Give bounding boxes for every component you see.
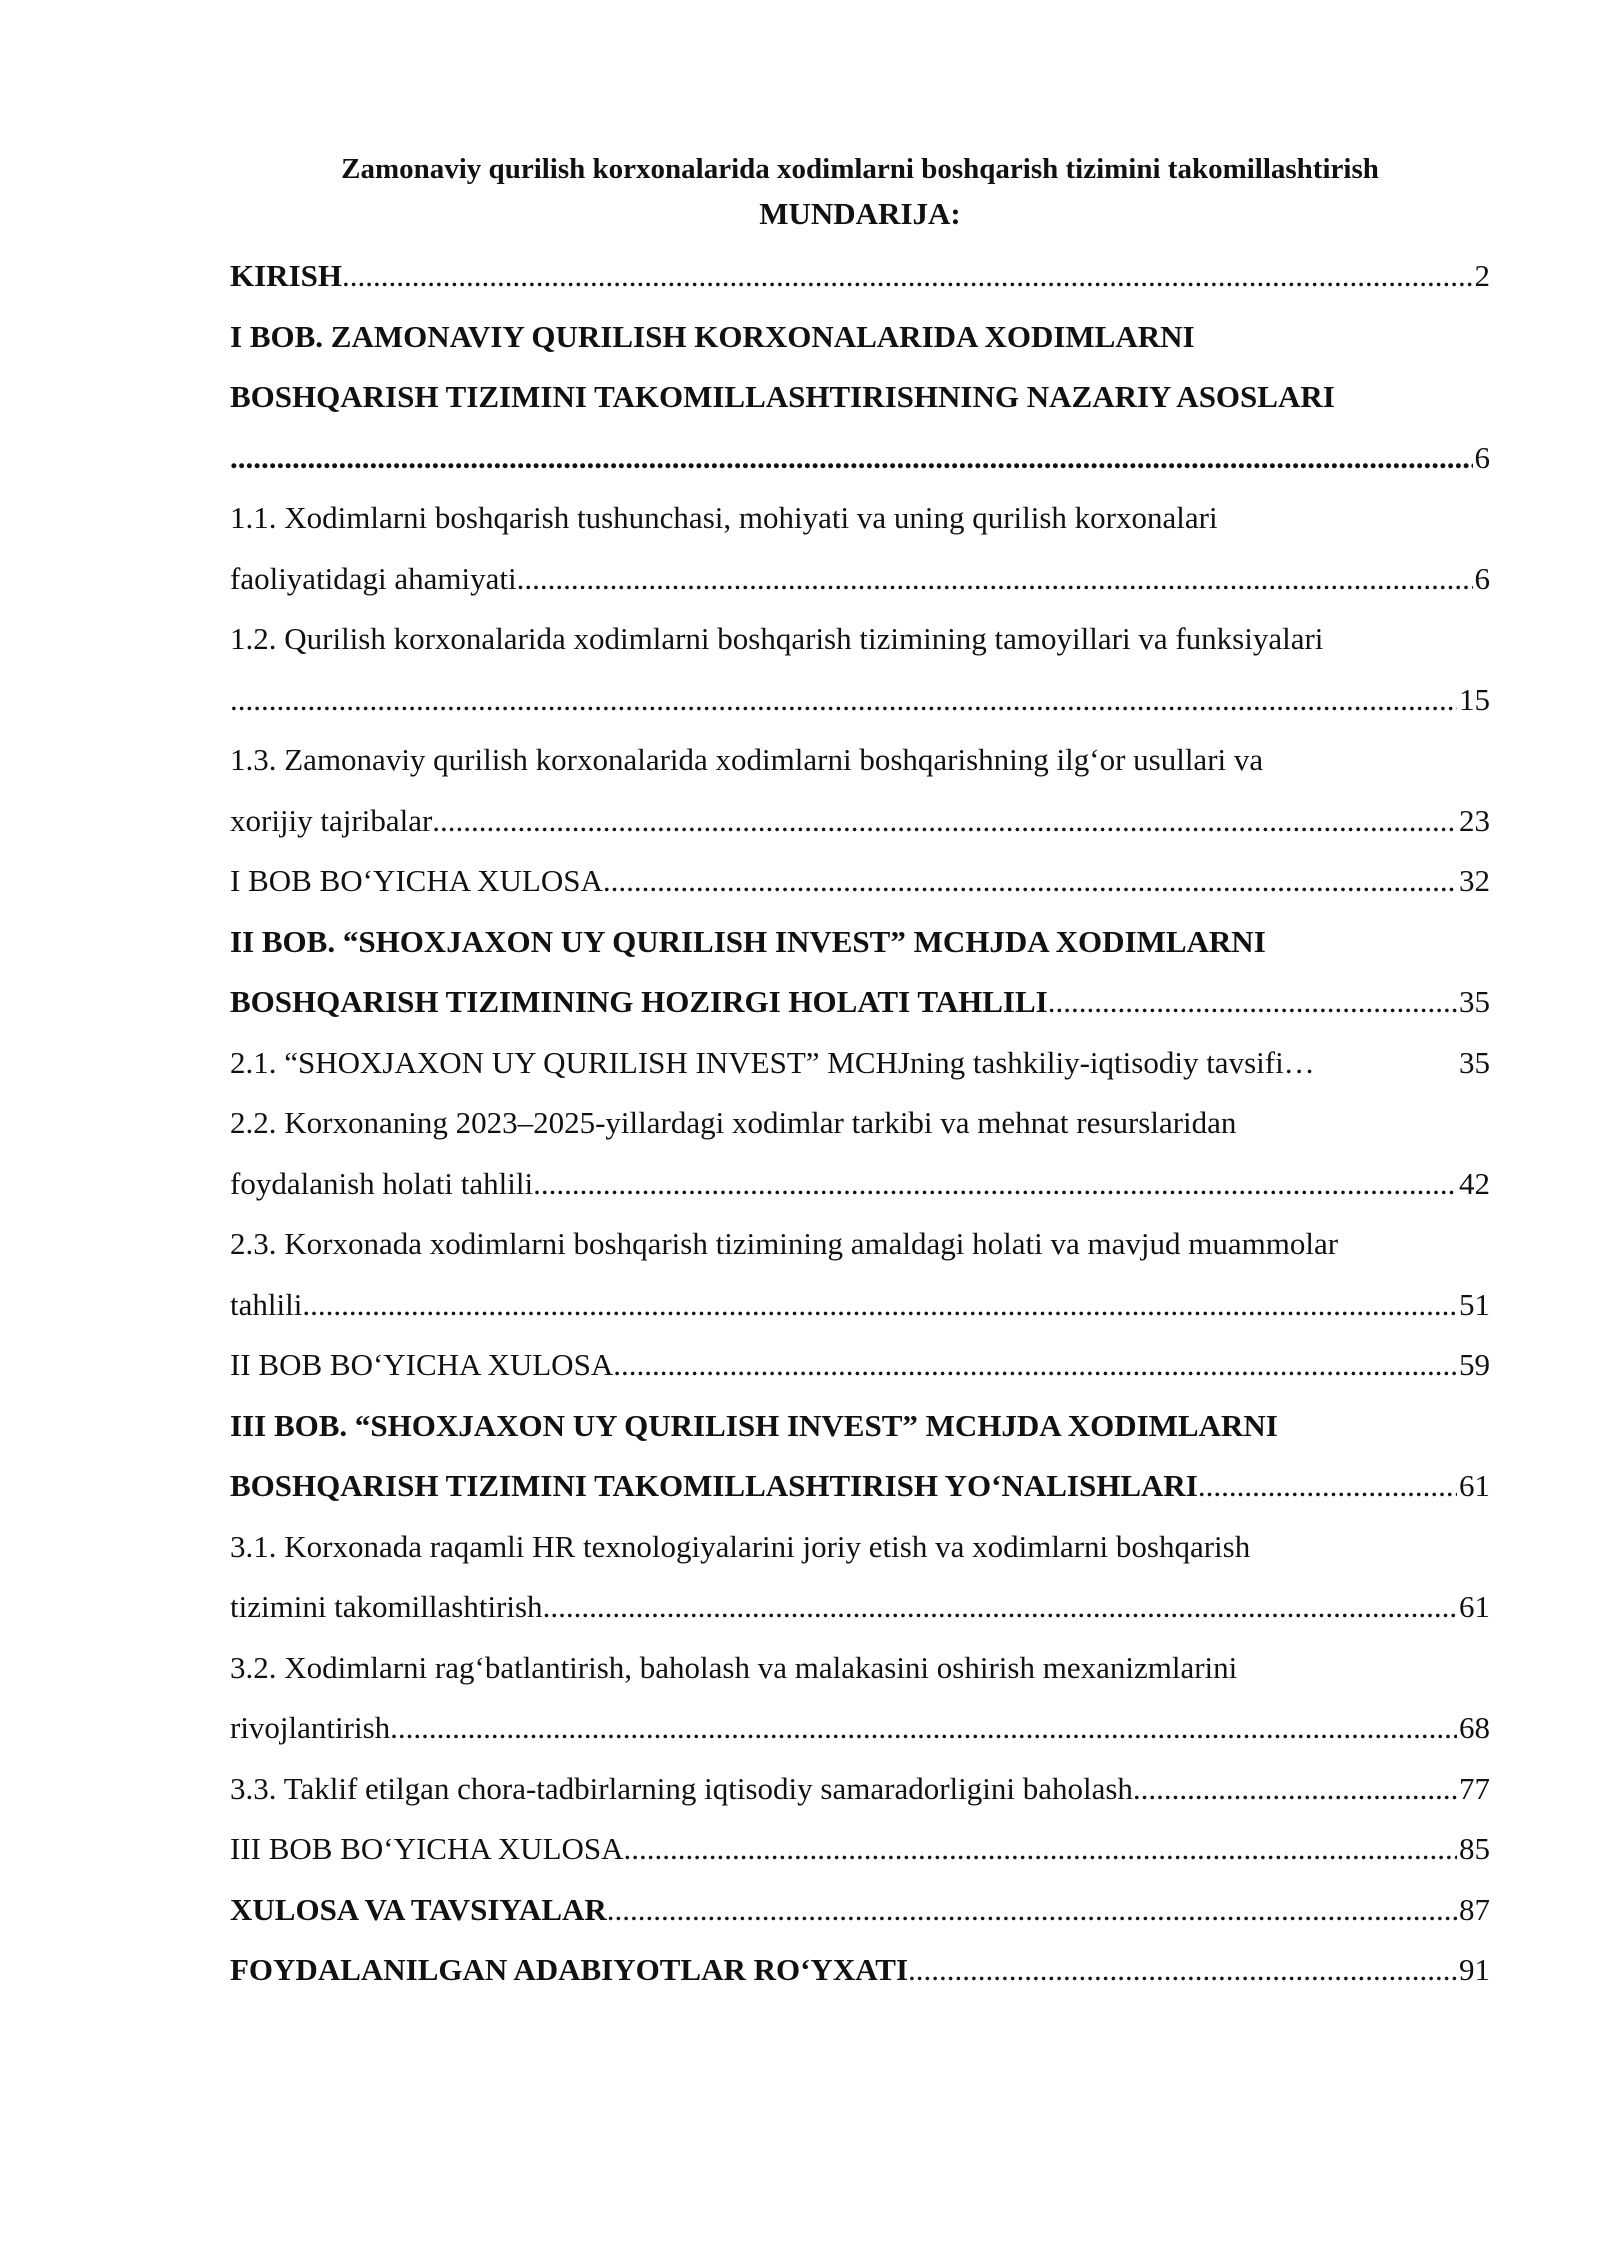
toc-page-number: 87 — [1459, 1891, 1490, 1927]
toc-entry[interactable] — [230, 1033, 1490, 1094]
dot-leader — [230, 428, 1473, 489]
toc-entry[interactable] — [230, 912, 1490, 1033]
toc-entry-row — [230, 1819, 1490, 1880]
toc-heading: MUNDARIJA: — [759, 196, 961, 231]
table-of-contents — [230, 246, 1490, 2001]
toc-entry[interactable] — [230, 1214, 1490, 1335]
toc-entry-row — [230, 1033, 1490, 1094]
toc-entry[interactable] — [230, 1335, 1490, 1396]
toc-entry-row — [230, 851, 1490, 912]
toc-entry[interactable] — [230, 1396, 1490, 1517]
toc-entry-text: 3.1. Korxonada raqamli HR texnologiyalarini joriy etish va xodimlarni boshqarish — [230, 1528, 1251, 1564]
toc-entry-text: III BOB. “SHOXJAXON UY QURILISH INVEST” MCHJDA XODIMLARNI — [230, 1407, 1278, 1443]
dot-leader — [533, 1154, 1457, 1215]
dot-leader — [517, 549, 1473, 610]
toc-entry-text: 2.3. Korxonada xodimlarni boshqarish tizimining amaldagi holati va mavjud muammolar — [230, 1226, 1339, 1261]
toc-entry-text: BOSHQARISH TIZIMINI TAKOMILLASHTIRISH YO‘NALISHLARI — [230, 1468, 1198, 1503]
toc-page-number: 51 — [1459, 1286, 1490, 1322]
toc-entry-text: xorijiy tajribalar — [230, 802, 433, 838]
toc-entry[interactable] — [230, 609, 1490, 730]
dot-leader — [603, 851, 1457, 912]
dot-leader — [543, 1577, 1457, 1638]
toc-page-number: 35 — [1459, 984, 1490, 1019]
toc-entry-row — [230, 549, 1490, 610]
toc-entry-text: 3.3. Taklif etilgan chora-tadbirlarning iqtisodiy samaradorligini baholash — [230, 1770, 1133, 1806]
toc-entry[interactable] — [230, 1940, 1490, 2001]
toc-entry-text: BOSHQARISH TIZIMINING HOZIRGI HOLATI TAHLILI — [230, 984, 1048, 1019]
toc-entry[interactable] — [230, 1759, 1490, 1820]
toc-entry-text: XULOSA VA TAVSIYALAR — [230, 1891, 607, 1927]
toc-entry-row — [230, 1154, 1490, 1215]
toc-entry-text: 2.1. “SHOXJAXON UY QURILISH INVEST” MCHJning tashkiliy-iqtisodiy tavsifi… — [230, 1044, 1315, 1080]
dot-leader — [908, 1940, 1457, 2001]
toc-entry[interactable] — [230, 307, 1490, 489]
toc-entry-text: tahlili — [230, 1286, 303, 1322]
toc-page-number: 35 — [1459, 1044, 1490, 1080]
toc-entry-row — [230, 1577, 1490, 1638]
dot-leader — [1133, 1759, 1457, 1820]
dot-leader — [624, 1819, 1457, 1880]
toc-entry-row — [230, 972, 1490, 1033]
toc-entry-text: foydalanish holati tahlili — [230, 1165, 534, 1201]
toc-entry-row — [230, 246, 1490, 307]
toc-entry-text: faoliyatidagi ahamiyati — [230, 560, 517, 596]
toc-page-number: 61 — [1459, 1468, 1490, 1503]
toc-entry-row — [230, 1335, 1490, 1396]
toc-entry-text: 3.2. Xodimlarni rag‘batlantirish, baholash va malakasini oshirish mexanizmlarini — [230, 1649, 1238, 1685]
toc-page-number: 23 — [1459, 802, 1490, 838]
dot-leader — [613, 1335, 1457, 1396]
toc-entry-text: KIRISH — [230, 258, 342, 293]
toc-entry-row — [230, 1275, 1490, 1336]
toc-entry[interactable] — [230, 1880, 1490, 1941]
toc-page-number: 6 — [1474, 560, 1490, 596]
toc-entry-row — [230, 1698, 1490, 1759]
dot-leader — [607, 1880, 1457, 1941]
dot-leader — [342, 246, 1473, 307]
dot-leader — [302, 1275, 1457, 1336]
toc-page-number: 42 — [1459, 1165, 1490, 1201]
toc-entry-text: 1.2. Qurilish korxonalarida xodimlarni boshqarish tizimining tamoyillari va funksiyalari — [230, 621, 1324, 656]
document-page — [230, 150, 1490, 2001]
toc-entry-text: 2.2. Korxonaning 2023–2025-yillardagi xodimlar tarkibi va mehnat resurslaridan — [230, 1105, 1237, 1140]
dot-leader — [390, 1698, 1457, 1759]
toc-page-number: 91 — [1459, 1952, 1490, 1987]
toc-entry-row — [230, 1759, 1490, 1820]
document-title: Zamonaviy qurilish korxonalarida xodimlarni boshqarish tizimini takomillashtirish — [341, 153, 1379, 185]
toc-page-number: 77 — [1459, 1770, 1490, 1806]
toc-entry[interactable] — [230, 1517, 1490, 1638]
toc-page-number: 6 — [1474, 439, 1490, 475]
toc-entry[interactable] — [230, 1638, 1490, 1759]
toc-page-number: 15 — [1459, 681, 1490, 717]
dot-leader — [1048, 972, 1457, 1033]
toc-entry-row — [230, 670, 1490, 731]
toc-entry[interactable] — [230, 488, 1490, 609]
toc-entry-row — [230, 791, 1490, 852]
toc-entry-text: tizimini takomillashtirish — [230, 1589, 543, 1624]
toc-page-number: 59 — [1459, 1347, 1490, 1382]
toc-page-number: 61 — [1459, 1589, 1490, 1624]
toc-page-number: 32 — [1459, 863, 1490, 898]
toc-entry[interactable] — [230, 1819, 1490, 1880]
toc-page-number: 68 — [1459, 1710, 1490, 1745]
toc-entry[interactable] — [230, 1093, 1490, 1214]
toc-entry-text: III BOB BO‘YICHA XULOSA — [230, 1831, 624, 1866]
toc-page-number: 2 — [1474, 258, 1490, 293]
toc-entry-text: I BOB BO‘YICHA XULOSA — [230, 863, 603, 898]
dot-leader — [230, 670, 1457, 731]
dot-leader — [432, 791, 1457, 852]
dot-leader — [1198, 1456, 1457, 1517]
toc-entry-text: 1.1. Xodimlarni boshqarish tushunchasi, mohiyati va uning qurilish korxonalari — [230, 500, 1218, 535]
toc-page-number: 85 — [1459, 1831, 1490, 1866]
toc-entry[interactable] — [230, 730, 1490, 851]
toc-entry-text: rivojlantirish — [230, 1710, 391, 1745]
toc-entry-row — [230, 1456, 1490, 1517]
toc-entry-row — [230, 1940, 1490, 2001]
toc-entry[interactable] — [230, 851, 1490, 912]
toc-entry-text: FOYDALANILGAN ADABIYOTLAR RO‘YXATI — [230, 1952, 909, 1987]
toc-entry[interactable] — [230, 246, 1490, 307]
toc-entry-row — [230, 428, 1490, 489]
toc-entry-text: II BOB BO‘YICHA XULOSA — [230, 1347, 614, 1382]
toc-entry-text: I BOB. ZAMONAVIY QURILISH KORXONALARIDA XODIMLARNI — [230, 318, 1195, 354]
toc-entry-text: 1.3. Zamonaviy qurilish korxonalarida xodimlarni boshqarishning ilg‘or usullari va — [230, 742, 1264, 777]
toc-entry-text: II BOB. “SHOXJAXON UY QURILISH INVEST” MCHJDA XODIMLARNI — [230, 923, 1266, 959]
toc-entry-row — [230, 1880, 1490, 1941]
toc-entry-text: BOSHQARISH TIZIMINI TAKOMILLASHTIRISHNING NAZARIY ASOSLARI — [230, 379, 1335, 414]
